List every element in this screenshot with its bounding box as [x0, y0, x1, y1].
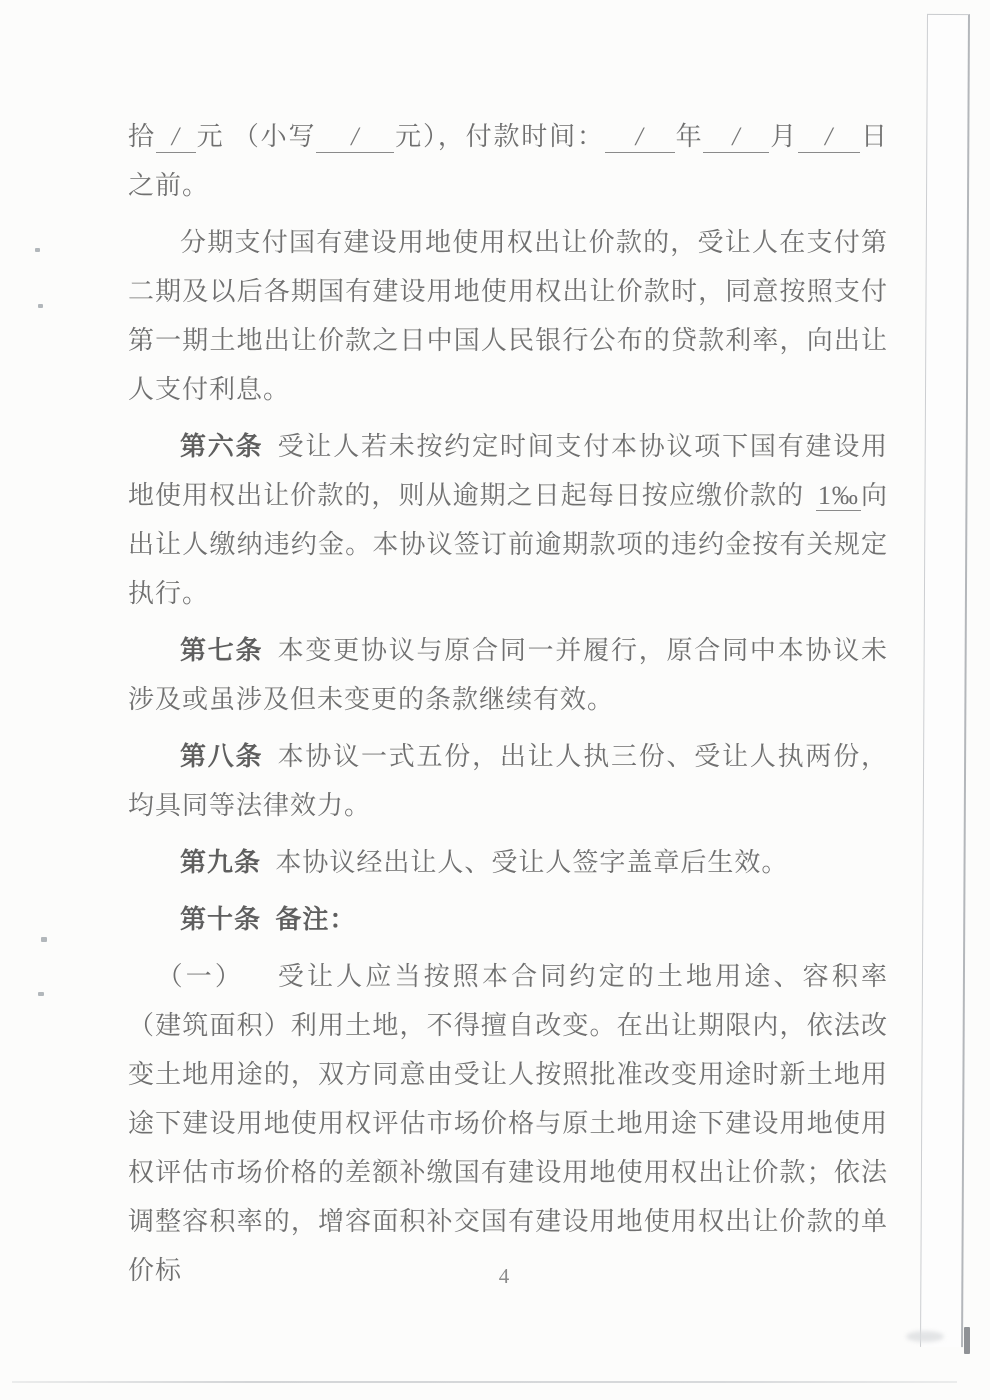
- fill-tail-text: 日之前。: [128, 122, 888, 200]
- remark-1-paragraph: [128, 952, 888, 1295]
- article-8-text: 本协议一式五份，出让人执三份、受让人执两份，均具同等法律效力。: [128, 742, 888, 820]
- article-6-paragraph: [128, 422, 888, 618]
- scan-smudge: [906, 1331, 944, 1342]
- fill-pre-text: 拾: [128, 122, 156, 151]
- article-9-text: 本协议经出让人、受让人签字盖章后生效。: [275, 848, 789, 877]
- article-6-text-after: 向出让人缴纳违约金。本协议签订前逾期款项的违约金按有关规定执行。: [128, 481, 888, 608]
- year-blank-slash: /: [605, 122, 675, 153]
- article-8-label: 第八条: [180, 742, 264, 771]
- article-7-label: 第七条: [180, 636, 264, 665]
- penalty-rate-value: 1‰: [817, 481, 859, 510]
- month-unit: 月: [769, 122, 799, 151]
- payment-fill-in-paragraph: [128, 112, 888, 210]
- article-10-paragraph: [128, 895, 888, 944]
- adjacent-page-edge-strip: [920, 14, 970, 1347]
- article-9-label: 第九条: [180, 848, 262, 877]
- amount-numeric-blank-slash: /: [316, 122, 394, 153]
- fill-mid2-text: 元），付款时间：: [394, 122, 605, 151]
- month-blank-slash: /: [703, 122, 769, 153]
- scan-speck: [38, 992, 44, 996]
- scan-speck: [38, 304, 43, 308]
- article-9-paragraph: [128, 838, 888, 887]
- article-6-text-before: 受让人若未按约定时间支付本协议项下国有建设用地使用权出让价款的，则从逾期之日起每日按应缴价款的: [128, 432, 888, 510]
- amount-blank-slash: /: [156, 122, 196, 153]
- remark-1-label: （一）: [156, 962, 245, 991]
- article-10-text: 备注：: [275, 905, 357, 934]
- article-6-label: 第六条: [180, 432, 264, 461]
- article-10-label: 第十条: [180, 905, 262, 934]
- edge-strip-dark-tip: [964, 1327, 970, 1354]
- article-7-paragraph: [128, 626, 888, 724]
- year-unit: 年: [674, 122, 704, 151]
- scan-speck: [41, 937, 47, 942]
- day-blank-slash: /: [798, 122, 860, 153]
- article-7-text: 本变更协议与原合同一并履行，原合同中本协议未涉及或虽涉及但未变更的条款继续有效。: [128, 636, 888, 714]
- installment-paragraph: [128, 218, 888, 414]
- fill-mid1-text: 元 （小写: [195, 122, 317, 151]
- page-number: 4: [498, 1264, 510, 1288]
- article-8-paragraph: [128, 732, 888, 830]
- bottom-scan-line: [12, 1381, 957, 1383]
- document-text-block: [128, 112, 888, 1303]
- scan-speck: [35, 248, 40, 252]
- installment-text: 分期支付国有建设用地使用权出让价款的，受让人在支付第二期及以后各期国有建设用地使用权出让价款时，同意按照支付第一期土地出让价款之日中国人民银行公布的贷款利率，向出让人支付利息。: [128, 228, 888, 404]
- remark-1-text: 受让人应当按照本合同约定的土地用途、容积率（建筑面积）利用土地，不得擅自改变。在出让期限内，依法改变土地用途的，双方同意由受让人按照批准改变用途时新土地用途下建设用地使用权评估市场价格与原土地用途下建设用地使用权评估市场价格的差额补缴国有建设用地使用权出让价款；依法调整容积率的，增容面积补交国有建设用地使用权出让价款的单价标: [128, 962, 888, 1285]
